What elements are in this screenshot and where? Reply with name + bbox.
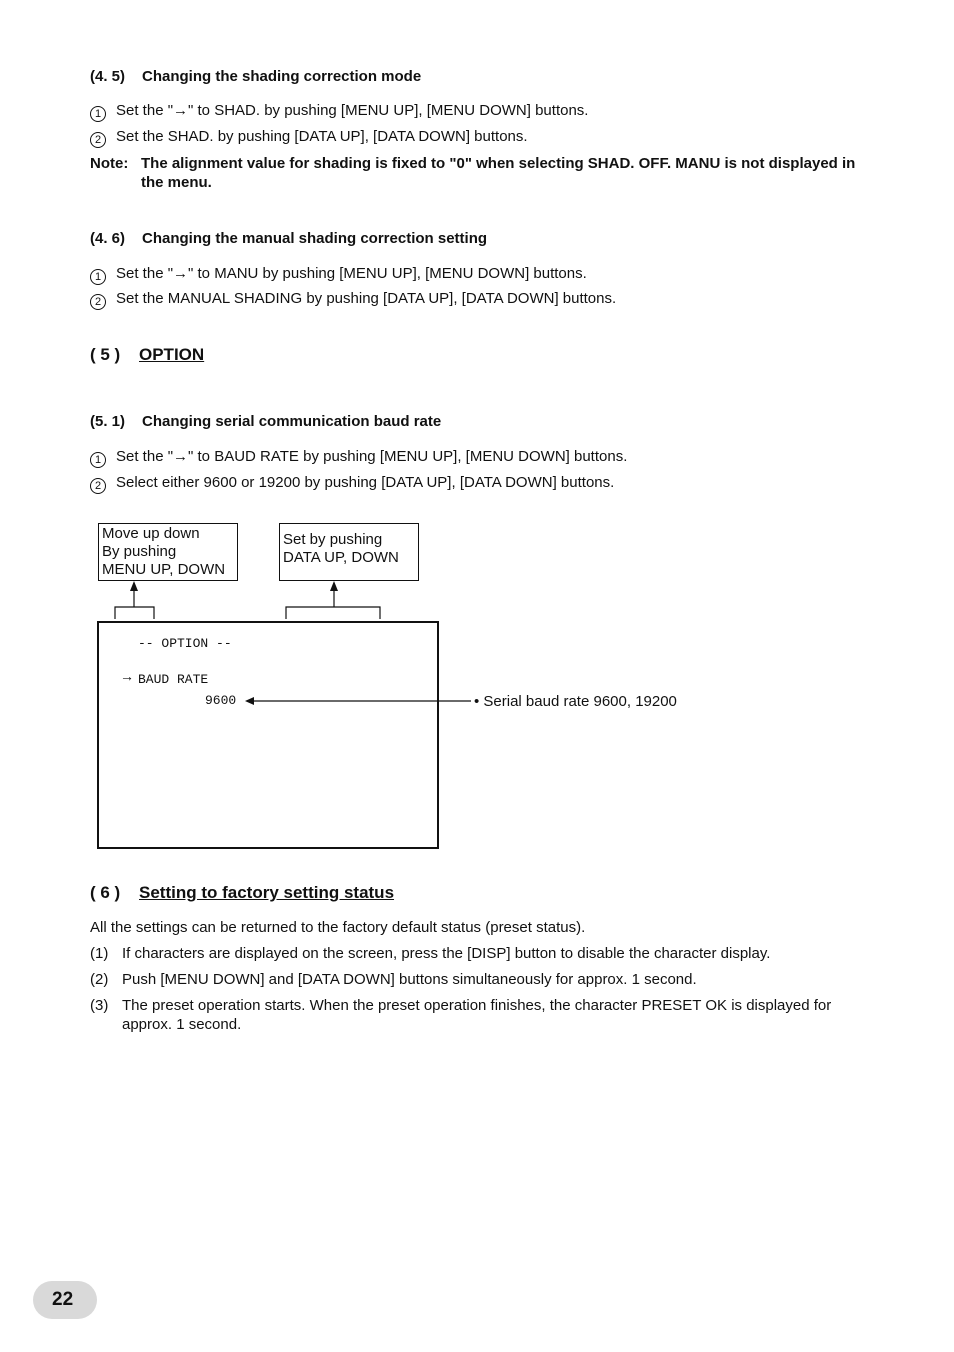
- step-number-icon: 1: [90, 269, 106, 285]
- callout-line: MENU UP, DOWN: [102, 561, 226, 578]
- section-6-intro: All the settings can be returned to the factory default status (preset status).: [90, 919, 586, 936]
- list-item: [90, 996, 880, 1034]
- callout-line: Move up down: [102, 525, 200, 542]
- section-number: (4. 5): [90, 68, 126, 85]
- list-item: [90, 970, 880, 989]
- callout-data-buttons: [279, 523, 419, 581]
- baud-rate-value: 9600: [205, 693, 237, 708]
- list-item-number: (2): [90, 971, 109, 988]
- list-item-text: Push [MENU DOWN] and [DATA DOWN] buttons simultaneously for approx. 1 second.: [122, 971, 697, 988]
- step-text: Set the "→" to SHAD. by pushing [MENU UP], [MENU DOWN] buttons.: [116, 102, 589, 119]
- page-number-badge: [33, 1281, 97, 1319]
- section-number: ( 5 ): [90, 345, 121, 364]
- callout-line: DATA UP, DOWN: [283, 549, 399, 566]
- section-title: Changing the manual shading correction setting: [142, 230, 488, 247]
- section-number: ( 6 ): [90, 883, 121, 902]
- list-item-text: The preset operation starts. When the preset operation finishes, the character PRESET OK is displayed for approx. 1 second.: [122, 997, 832, 1033]
- step-text: Set the MANUAL SHADING by pushing [DATA UP], [DATA DOWN] buttons.: [116, 290, 617, 307]
- baud-rate-annotation: • Serial baud rate 9600, 19200: [474, 693, 677, 710]
- arrow-up-icon: [130, 581, 138, 591]
- arrow-up-icon: [330, 581, 338, 591]
- list-item-number: (3): [90, 997, 109, 1014]
- step-number-icon: 1: [90, 452, 106, 468]
- callout-menu-buttons: [98, 523, 238, 581]
- monitor-screen: [97, 621, 439, 849]
- callout-line: By pushing: [102, 543, 177, 560]
- step-number-icon: 1: [90, 106, 106, 122]
- callout-line: Set by pushing: [283, 531, 383, 548]
- section-number: (4. 6): [90, 230, 126, 247]
- screen-title: -- OPTION --: [138, 636, 232, 651]
- step-text: Set the "→" to BAUD RATE by pushing [MENU UP], [MENU DOWN] buttons.: [116, 448, 628, 465]
- section-title: Changing the shading correction mode: [142, 68, 422, 85]
- step-number-icon: 2: [90, 132, 106, 148]
- list-item-number: (1): [90, 945, 109, 962]
- cursor-arrow-icon: →: [120, 668, 134, 684]
- menu-item-baud-rate: BAUD RATE: [138, 672, 209, 687]
- section-6-heading: [90, 883, 394, 903]
- step-number-icon: 2: [90, 478, 106, 494]
- step-text: Select either 9600 or 19200 by pushing [DATA UP], [DATA DOWN] buttons.: [116, 474, 615, 491]
- note-text: The alignment value for shading is fixed to "0" when selecting SHAD. OFF. MANU is not displayed in the menu.: [141, 155, 856, 191]
- note-label: Note:: [90, 155, 129, 172]
- list-item: [90, 944, 880, 963]
- section-title: Changing serial communication baud rate: [142, 413, 442, 430]
- step-text: Set the "→" to MANU by pushing [MENU UP], [MENU DOWN] buttons.: [116, 265, 587, 282]
- section-title: OPTION: [139, 345, 205, 364]
- section-number: (5. 1): [90, 413, 126, 430]
- step-text: Set the SHAD. by pushing [DATA UP], [DATA DOWN] buttons.: [116, 128, 528, 145]
- step-number-icon: 2: [90, 294, 106, 310]
- section-title: Setting to factory setting status: [139, 883, 395, 902]
- page-number: 22: [52, 1289, 74, 1310]
- list-item-text: If characters are displayed on the screen, press the [DISP] button to disable the character display.: [122, 945, 771, 962]
